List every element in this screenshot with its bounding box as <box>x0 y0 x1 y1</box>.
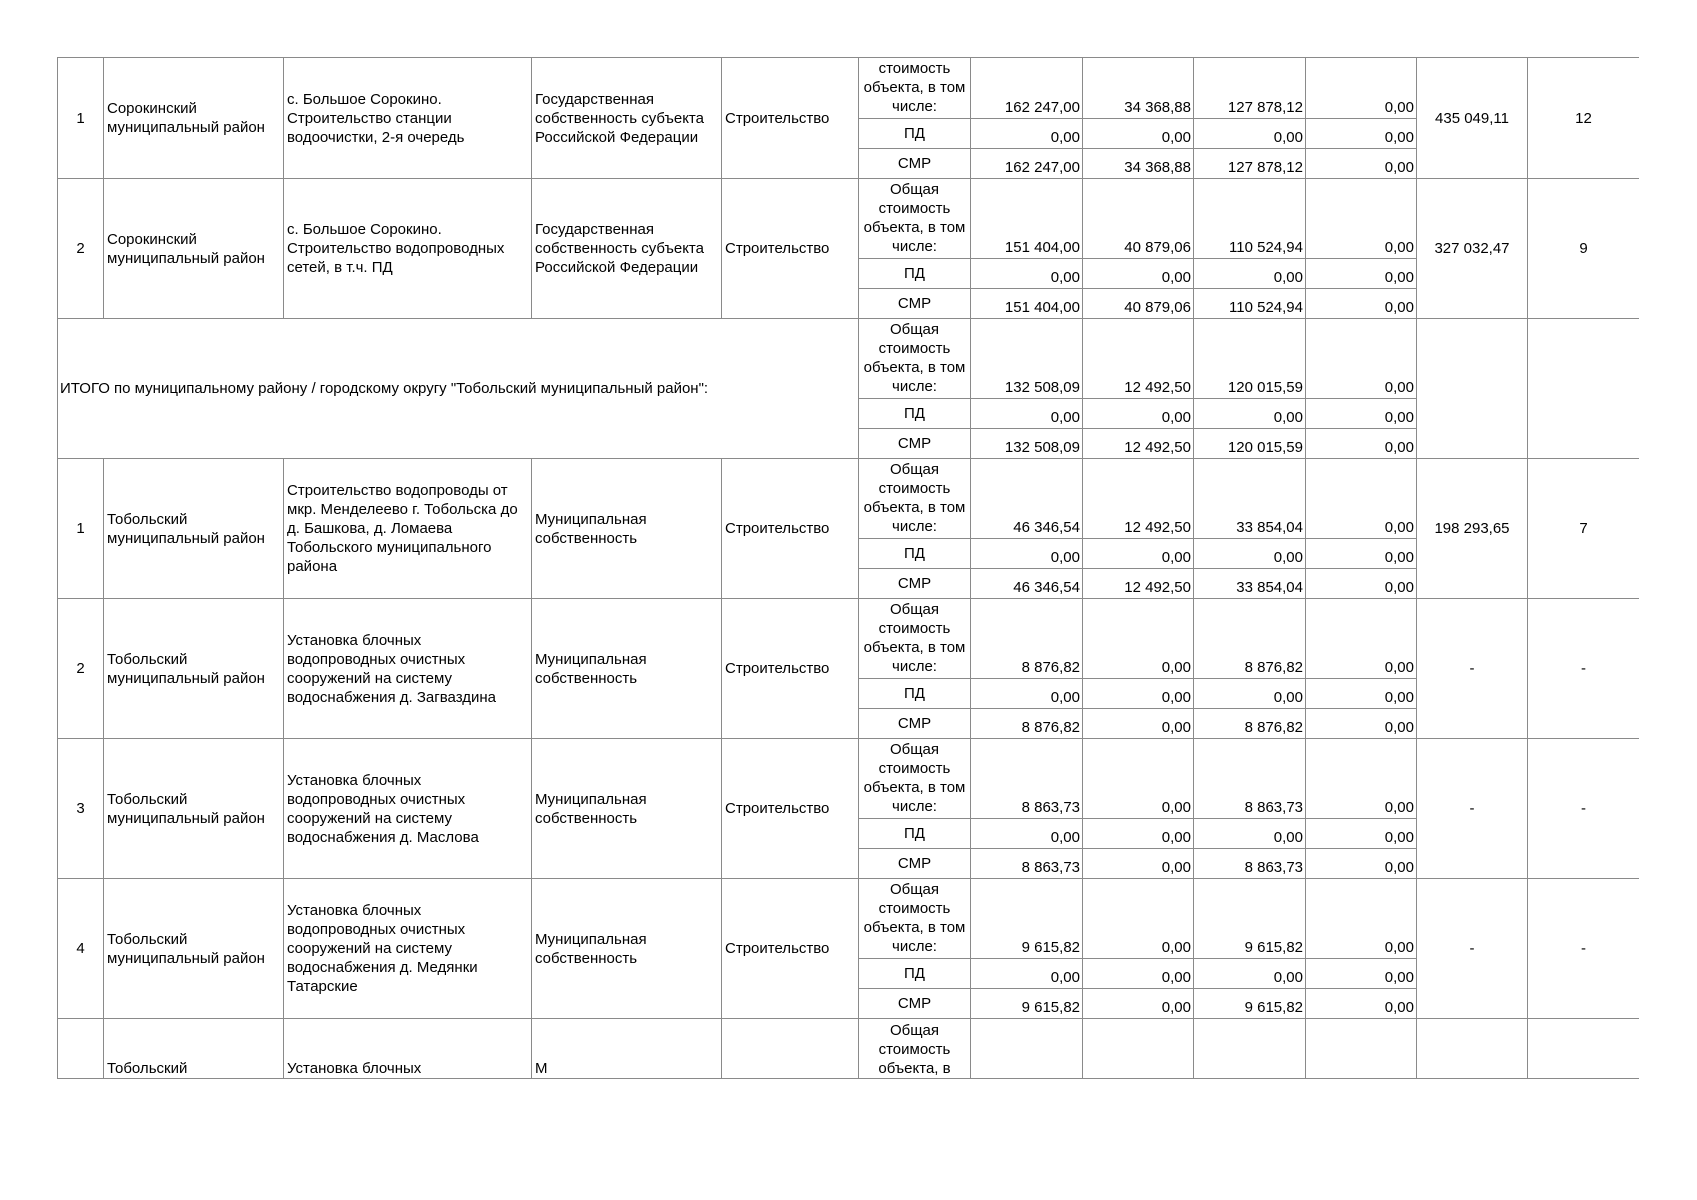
object-cell: Строительство водопроводы от мкр. Менделеево г. Тобольска до д. Башкова, д. Ломаева Тобольского муниципального района <box>284 459 532 599</box>
district-cell: Сорокинский муниципальный район <box>104 58 284 179</box>
pd-label: ПД <box>859 679 971 709</box>
value-cell: 110 524,94 <box>1194 179 1306 259</box>
district-cell: Тобольский муниципальный район <box>104 739 284 879</box>
smr-label: СМР <box>859 569 971 599</box>
ownership-cell: Государственная собственность субъекта Российской Федерации <box>532 58 722 179</box>
value-cell: 9 615,82 <box>1194 989 1306 1019</box>
total-cost-label: Общая стоимость объекта, в том числе: <box>859 739 971 819</box>
value-cell: 0,00 <box>1083 399 1194 429</box>
object-cell: с. Большое Сорокино. Строительство водопроводных сетей, в т.ч. ПД <box>284 179 532 319</box>
object-cell: Установка блочных водопроводных очистных сооружений на систему водоснабжения д. Загваздина <box>284 599 532 739</box>
value-cell: 0,00 <box>1083 539 1194 569</box>
row-number <box>58 1019 104 1079</box>
value-cell: 0,00 <box>971 679 1083 709</box>
value-cell: 0,00 <box>1083 599 1194 679</box>
value-cell: 151 404,00 <box>971 179 1083 259</box>
pd-label: ПД <box>859 819 971 849</box>
total-cost-label: Общая стоимость объекта, в том числе: <box>859 879 971 959</box>
value-cell: 34 368,88 <box>1083 58 1194 119</box>
value-cell: 0,00 <box>1306 959 1417 989</box>
value-cell: 0,00 <box>1194 539 1306 569</box>
work-type-cell: Строительство <box>722 179 859 319</box>
work-type-cell: Строительство <box>722 879 859 1019</box>
subtotal-label: ИТОГО по муниципальному району / городскому округу "Тобольский муниципальный район": <box>58 319 859 459</box>
value-cell: 0,00 <box>1306 429 1417 459</box>
empty-cell <box>1528 319 1640 459</box>
value-cell: 0,00 <box>971 259 1083 289</box>
value-cell: 0,00 <box>1306 58 1417 119</box>
value-cell: 0,00 <box>971 119 1083 149</box>
value-cell: 0,00 <box>1306 879 1417 959</box>
value-cell: 9 615,82 <box>971 879 1083 959</box>
value-cell: 0,00 <box>971 399 1083 429</box>
value-cell: 0,00 <box>1306 569 1417 599</box>
value-cell: 0,00 <box>1083 849 1194 879</box>
value-cell: 0,00 <box>1194 399 1306 429</box>
value-cell: 8 876,82 <box>1194 599 1306 679</box>
value-cell: 0,00 <box>1194 119 1306 149</box>
pd-label: ПД <box>859 539 971 569</box>
value-cell: 0,00 <box>971 819 1083 849</box>
ownership-cell: М <box>532 1019 722 1079</box>
smr-label: СМР <box>859 849 971 879</box>
table-row <box>58 1019 1640 1079</box>
row-number: 1 <box>58 459 104 599</box>
document-page <box>57 57 1639 1148</box>
value-cell: 8 876,82 <box>971 599 1083 679</box>
pd-label: ПД <box>859 259 971 289</box>
value-cell: 46 346,54 <box>971 459 1083 539</box>
ownership-cell: Муниципальная собственность <box>532 599 722 739</box>
capacity-cell: - <box>1417 879 1528 1019</box>
value-cell: 0,00 <box>1306 599 1417 679</box>
total-cost-label: стоимость объекта, в том числе: <box>859 58 971 119</box>
value-cell: 0,00 <box>1306 289 1417 319</box>
term-cell: - <box>1528 739 1640 879</box>
term-cell: - <box>1528 879 1640 1019</box>
table-row <box>58 58 1640 119</box>
district-cell: Тобольский муниципальный район <box>104 879 284 1019</box>
value-cell: 8 863,73 <box>1194 739 1306 819</box>
value-cell: 0,00 <box>1083 959 1194 989</box>
value-cell: 8 876,82 <box>971 709 1083 739</box>
term-cell <box>1528 1019 1640 1079</box>
value-cell: 0,00 <box>1306 739 1417 819</box>
value-cell: 0,00 <box>1306 709 1417 739</box>
term-cell: 12 <box>1528 58 1640 179</box>
value-cell: 0,00 <box>1083 119 1194 149</box>
capacity-cell: - <box>1417 739 1528 879</box>
pd-label: ПД <box>859 399 971 429</box>
value-cell: 0,00 <box>1306 119 1417 149</box>
term-cell: 7 <box>1528 459 1640 599</box>
subtotal-row <box>58 319 1640 399</box>
value-cell <box>1194 1019 1306 1079</box>
value-cell: 132 508,09 <box>971 319 1083 399</box>
value-cell: 33 854,04 <box>1194 459 1306 539</box>
value-cell: 12 492,50 <box>1083 569 1194 599</box>
ownership-cell: Муниципальная собственность <box>532 879 722 1019</box>
row-number: 2 <box>58 599 104 739</box>
value-cell: 0,00 <box>1306 179 1417 259</box>
district-cell: Тобольский <box>104 1019 284 1079</box>
value-cell: 0,00 <box>1306 849 1417 879</box>
value-cell: 0,00 <box>1306 319 1417 399</box>
value-cell: 110 524,94 <box>1194 289 1306 319</box>
value-cell: 120 015,59 <box>1194 319 1306 399</box>
value-cell: 12 492,50 <box>1083 459 1194 539</box>
value-cell: 40 879,06 <box>1083 289 1194 319</box>
value-cell <box>1083 1019 1194 1079</box>
row-number: 3 <box>58 739 104 879</box>
row-number: 1 <box>58 58 104 179</box>
table-row <box>58 599 1640 679</box>
total-cost-label: Общая стоимость объекта, в <box>859 1019 971 1079</box>
value-cell: 0,00 <box>1083 709 1194 739</box>
ownership-cell: Муниципальная собственность <box>532 739 722 879</box>
value-cell: 0,00 <box>1194 959 1306 989</box>
capacity-cell: - <box>1417 599 1528 739</box>
row-number: 2 <box>58 179 104 319</box>
value-cell: 162 247,00 <box>971 58 1083 119</box>
value-cell: 151 404,00 <box>971 289 1083 319</box>
ownership-cell: Государственная собственность субъекта Российской Федерации <box>532 179 722 319</box>
value-cell: 0,00 <box>1306 819 1417 849</box>
total-cost-label: Общая стоимость объекта, в том числе: <box>859 599 971 679</box>
value-cell: 0,00 <box>1306 679 1417 709</box>
value-cell: 0,00 <box>1306 539 1417 569</box>
investment-table <box>57 57 1639 1079</box>
term-cell: - <box>1528 599 1640 739</box>
work-type-cell <box>722 1019 859 1079</box>
value-cell: 40 879,06 <box>1083 179 1194 259</box>
object-cell: Установка блочных <box>284 1019 532 1079</box>
value-cell <box>1306 1019 1417 1079</box>
value-cell: 132 508,09 <box>971 429 1083 459</box>
work-type-cell: Строительство <box>722 459 859 599</box>
value-cell: 0,00 <box>1083 989 1194 1019</box>
smr-label: СМР <box>859 289 971 319</box>
pd-label: ПД <box>859 959 971 989</box>
value-cell: 46 346,54 <box>971 569 1083 599</box>
value-cell: 162 247,00 <box>971 149 1083 179</box>
capacity-cell <box>1417 1019 1528 1079</box>
value-cell: 0,00 <box>1194 819 1306 849</box>
value-cell <box>971 1019 1083 1079</box>
value-cell: 12 492,50 <box>1083 429 1194 459</box>
value-cell: 0,00 <box>971 959 1083 989</box>
total-cost-label: Общая стоимость объекта, в том числе: <box>859 319 971 399</box>
value-cell: 0,00 <box>1083 879 1194 959</box>
value-cell: 0,00 <box>1083 259 1194 289</box>
table-row <box>58 179 1640 259</box>
value-cell: 8 863,73 <box>971 849 1083 879</box>
table-row <box>58 739 1640 819</box>
capacity-cell: 198 293,65 <box>1417 459 1528 599</box>
value-cell: 8 863,73 <box>971 739 1083 819</box>
value-cell: 0,00 <box>1306 989 1417 1019</box>
value-cell: 0,00 <box>1306 459 1417 539</box>
value-cell: 127 878,12 <box>1194 58 1306 119</box>
smr-label: СМР <box>859 149 971 179</box>
value-cell: 8 863,73 <box>1194 849 1306 879</box>
ownership-cell: Муниципальная собственность <box>532 459 722 599</box>
value-cell: 0,00 <box>1083 819 1194 849</box>
smr-label: СМР <box>859 989 971 1019</box>
work-type-cell: Строительство <box>722 739 859 879</box>
value-cell: 34 368,88 <box>1083 149 1194 179</box>
smr-label: СМР <box>859 709 971 739</box>
row-number: 4 <box>58 879 104 1019</box>
value-cell: 0,00 <box>1306 259 1417 289</box>
value-cell: 12 492,50 <box>1083 319 1194 399</box>
value-cell: 0,00 <box>1306 399 1417 429</box>
value-cell: 9 615,82 <box>971 989 1083 1019</box>
district-cell: Тобольский муниципальный район <box>104 459 284 599</box>
term-cell: 9 <box>1528 179 1640 319</box>
object-cell: Установка блочных водопроводных очистных сооружений на систему водоснабжения д. Медянки Татарские <box>284 879 532 1019</box>
capacity-cell: 327 032,47 <box>1417 179 1528 319</box>
smr-label: СМР <box>859 429 971 459</box>
work-type-cell: Строительство <box>722 599 859 739</box>
district-cell: Тобольский муниципальный район <box>104 599 284 739</box>
empty-cell <box>1417 319 1528 459</box>
capacity-cell: 435 049,11 <box>1417 58 1528 179</box>
pd-label: ПД <box>859 119 971 149</box>
total-cost-label: Общая стоимость объекта, в том числе: <box>859 459 971 539</box>
value-cell: 33 854,04 <box>1194 569 1306 599</box>
table-row <box>58 459 1640 539</box>
value-cell: 0,00 <box>1083 739 1194 819</box>
value-cell: 120 015,59 <box>1194 429 1306 459</box>
value-cell: 0,00 <box>1083 679 1194 709</box>
work-type-cell: Строительство <box>722 58 859 179</box>
value-cell: 0,00 <box>1194 679 1306 709</box>
total-cost-label: Общая стоимость объекта, в том числе: <box>859 179 971 259</box>
value-cell: 8 876,82 <box>1194 709 1306 739</box>
value-cell: 127 878,12 <box>1194 149 1306 179</box>
value-cell: 0,00 <box>1194 259 1306 289</box>
value-cell: 9 615,82 <box>1194 879 1306 959</box>
table-row <box>58 879 1640 959</box>
value-cell: 0,00 <box>1306 149 1417 179</box>
object-cell: с. Большое Сорокино. Строительство станции водоочистки, 2-я очередь <box>284 58 532 179</box>
object-cell: Установка блочных водопроводных очистных сооружений на систему водоснабжения д. Маслова <box>284 739 532 879</box>
value-cell: 0,00 <box>971 539 1083 569</box>
district-cell: Сорокинский муниципальный район <box>104 179 284 319</box>
